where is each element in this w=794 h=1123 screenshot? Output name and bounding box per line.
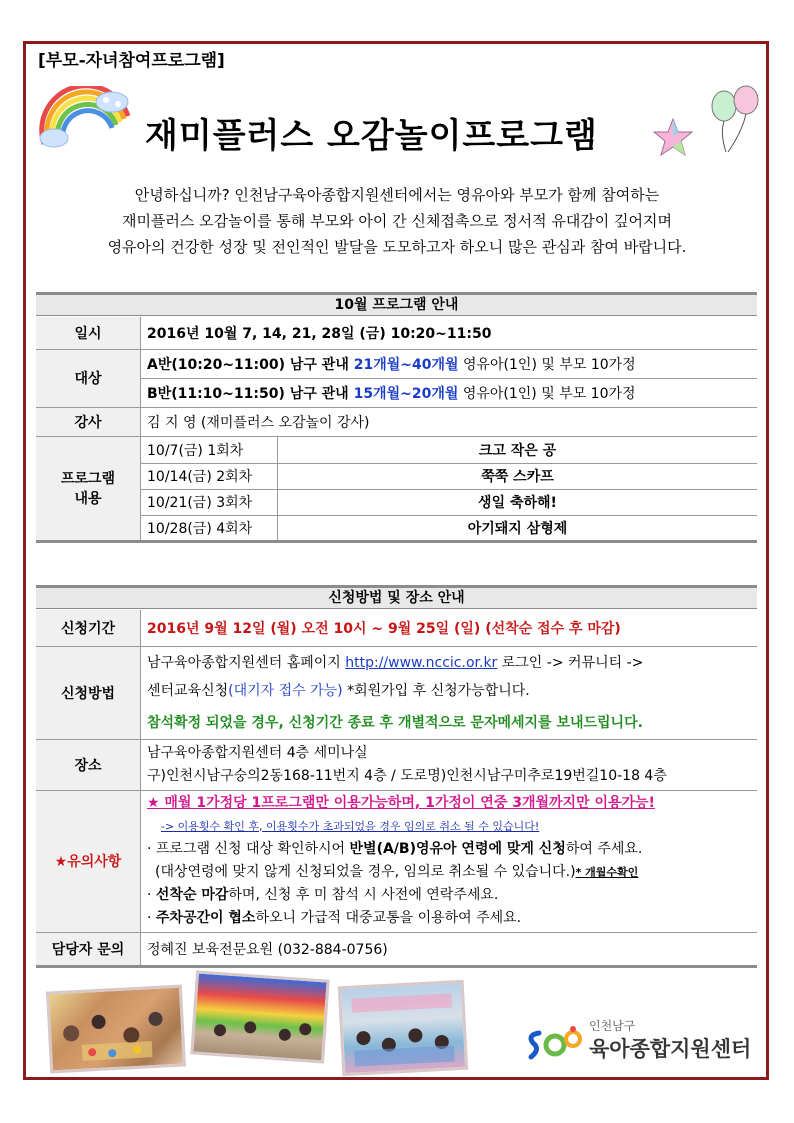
notes-emphasis: 선착순 마감	[155, 886, 229, 903]
instructor-label: 강사	[36, 407, 141, 436]
session-date: 10/14(금) 2회차	[141, 463, 278, 489]
logo-big-text: 육아종합지원센터	[589, 1037, 752, 1061]
session-date: 10/21(금) 3회차	[141, 489, 278, 515]
instructor-value: 김 지 영 (재미플러스 오감놀이 강사)	[141, 407, 758, 436]
notes-emphasis: 반별(A/B)영유아 연령에 맞게 신청	[349, 840, 566, 857]
session-topic: 생일 축하해!	[278, 489, 758, 515]
program-label	[36, 436, 141, 541]
october-program-table	[36, 317, 757, 543]
intro-line: 영유아의 건강한 성장 및 전인적인 발달을 도모하고자 하오니 많은 관심과 참여 바랍니다.	[107, 238, 687, 256]
october-section-header: 10월 프로그램 안내	[36, 292, 757, 316]
notes-text: (대상연령에 맞지 않게 신청되었을 경우, 임의로 취소될 수 있습니다.)	[155, 863, 576, 880]
balloons-icon	[706, 84, 766, 154]
notes-emphasis: 주차공간이 협소	[155, 909, 256, 926]
method-text: *회원가입 후 신청가능합니다.	[342, 682, 530, 699]
class-a-suffix: 영유아(1인) 및 부모 10가정	[458, 356, 636, 373]
intro-line: 재미플러스 오감놀이를 통해 부모와 아이 간 신체접촉으로 정서적 유대감이 깊어지며	[121, 212, 673, 230]
logo-small-text: 인천남구	[589, 1019, 636, 1033]
page-title: 재미플러스 오감놀이프로그램	[145, 116, 598, 156]
notes-text: · 프로그램 신청 대상 확인하시어	[147, 840, 350, 857]
intro-text	[36, 182, 758, 260]
class-a-row	[141, 349, 758, 378]
waitlist-note: (대기자 접수 가능)	[228, 682, 343, 699]
program-label-line: 프로그램	[60, 471, 116, 487]
place-line: 구)인천시남구숭의2동168-11번지 4층 / 도로명)인천시남구미추로19번길10-18 4층	[147, 767, 667, 784]
intro-line: 안녕하십니까? 인천남구육아종합지원센터에서는 영유아와 부모가 함께 참여하는	[134, 186, 660, 204]
notes-line	[147, 861, 751, 884]
activity-photo	[46, 984, 186, 1073]
session-topic: 쭉쭉 스카프	[278, 463, 758, 489]
rainbow-cloud-icon	[34, 86, 136, 148]
notes-line	[147, 838, 751, 861]
sms-notice: 참석확정 되었을 경우, 신청기간 종료 후 개별적으로 문자메세지를 보내드립니다.	[147, 714, 643, 731]
notes-text: 하며, 신청 후 미 참석 시 사전에 연락주세요.	[228, 886, 499, 903]
class-b-row	[141, 378, 758, 407]
cancel-warning: -> 이용횟수 확인 후, 이용횟수가 초과되었을 경우 임의로 취소 될 수 있습니다!	[161, 819, 540, 833]
place-value	[141, 739, 758, 790]
homepage-link[interactable]: http://www.nccic.or.kr	[345, 654, 498, 671]
method-text: 센터교육신청	[147, 682, 229, 699]
method-label: 신청방법	[36, 646, 141, 739]
place-line: 남구육아종합지원센터 4층 세미나실	[147, 744, 368, 761]
contact-value: 정혜진 보육전문요원 (032-884-0756)	[141, 932, 758, 966]
target-label: 대상	[36, 349, 141, 407]
class-a-prefix: A반(10:20~11:00) 남구 관내	[147, 356, 354, 373]
notes-text: 하오니 가급적 대중교통을 이용하여 주세요.	[255, 909, 522, 926]
notes-line	[147, 907, 751, 930]
class-b-suffix: 영유아(1인) 및 부모 10가정	[458, 385, 636, 402]
activity-photo	[190, 970, 330, 1063]
place-label: 장소	[36, 739, 141, 790]
program-label-line: 내용	[74, 491, 102, 507]
program-category-tag: [부모-자녀참여프로그램]	[38, 51, 225, 71]
period-value: 2016년 9월 12일 (월) 오전 10시 ~ 9월 25일 (일) (선착순 접수 후 마감)	[141, 610, 758, 646]
session-topic: 아기돼지 삼형제	[278, 515, 758, 541]
date-label: 일시	[36, 317, 141, 349]
notes-value	[141, 790, 758, 932]
month-check-tag: * 개월수확인	[575, 865, 639, 879]
logo-mark-icon	[525, 1023, 585, 1063]
contact-label: 담당자 문의	[36, 932, 141, 966]
class-b-age: 15개월~20개월	[353, 385, 459, 402]
application-section-header: 신청방법 및 장소 안내	[36, 585, 757, 609]
notes-text: ·	[147, 909, 156, 926]
class-a-age: 21개월~40개월	[353, 356, 459, 373]
usage-limit-notice: ★ 매월 1가정당 1프로그램만 이용가능하며, 1가정이 연중 3개월까지만 이용가능!	[147, 794, 655, 811]
period-label: 신청기간	[36, 610, 141, 646]
method-value	[141, 646, 758, 739]
date-value: 2016년 10월 7, 14, 21, 28일 (금) 10:20~11:50	[141, 317, 758, 349]
method-line	[147, 677, 751, 705]
notes-line	[147, 884, 751, 907]
method-line	[147, 649, 751, 677]
notes-text: ·	[147, 886, 156, 903]
notes-text: 하여 주세요.	[565, 840, 643, 857]
notes-label: ★유의사항	[36, 790, 141, 932]
star-icon	[652, 117, 694, 157]
session-date: 10/28(금) 4회차	[141, 515, 278, 541]
method-text: 로그인 -> 커뮤니티 ->	[497, 654, 644, 671]
activity-photo	[338, 980, 469, 1076]
session-date: 10/7(금) 1회차	[141, 436, 278, 463]
class-b-prefix: B반(11:10~11:50) 남구 관내	[147, 385, 354, 402]
session-topic: 크고 작은 공	[278, 436, 758, 463]
method-text: 남구육아종합지원센터 홈페이지	[147, 654, 346, 671]
application-table	[36, 610, 757, 968]
